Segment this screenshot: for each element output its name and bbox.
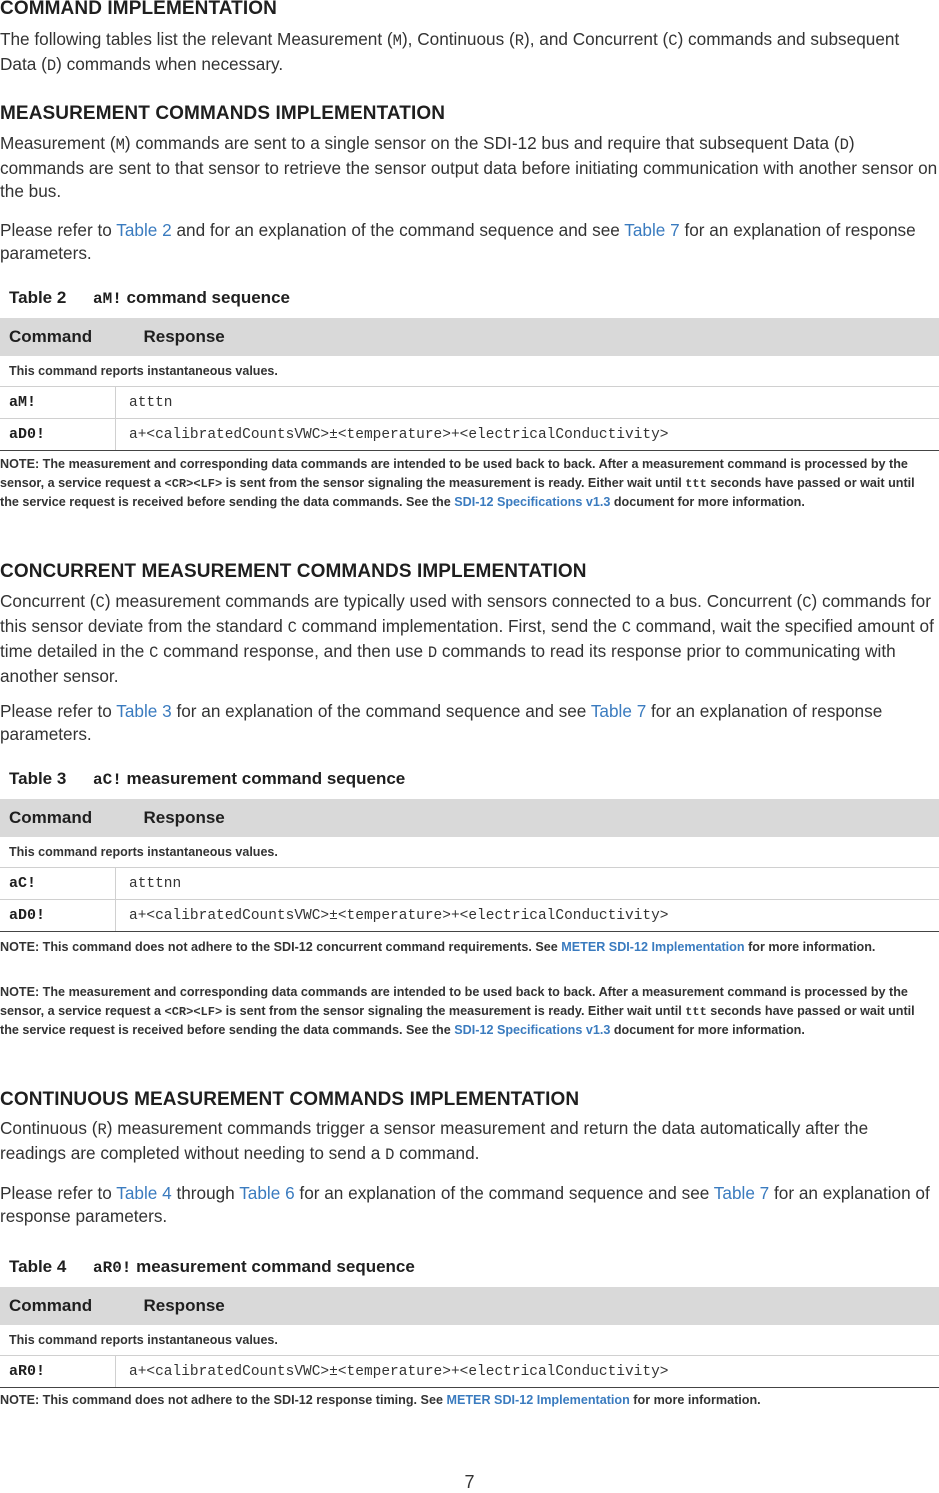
column-header-response: Response	[116, 1287, 939, 1325]
table-4-caption: Table 4 aR0! measurement command sequence	[9, 1257, 415, 1277]
column-header-command: Command	[0, 318, 116, 356]
table-2-caption: Table 2 aM! command sequence	[9, 288, 290, 308]
note-back-to-back: NOTE: The measurement and corresponding data commands are intended to be used back to back. After a measurement command is processed by the sensor, a service request a <CR><LF> is sent from the sensor signaling the measurement is ready. Either wait until ttt seconds have passed or wait until the service request is received before sending the data commands. See the SDI-12 Specifications v1.3 document for more information.	[0, 983, 935, 1040]
continuous-paragraph: Continuous (R) measurement commands trigger a sensor measurement and return the data automatically after the readings are completed without needing to send a D command.	[0, 1117, 938, 1167]
response-cell: a+<calibratedCountsVWC>±<temperature>+<electricalConductivity>	[116, 1356, 939, 1388]
table-row	[0, 387, 939, 419]
table-3-caption: Table 3 aC! measurement command sequence	[9, 769, 405, 789]
measurement-refer-paragraph: Please refer to Table 2 and for an explanation of the command sequence and see Table 7 for an explanation of response parameters.	[0, 219, 938, 265]
column-header-response: Response	[116, 318, 939, 356]
table-6-link[interactable]: Table 6	[239, 1183, 294, 1203]
section-title-measurement: MEASUREMENT COMMANDS IMPLEMENTATION	[0, 103, 445, 125]
column-header-response: Response	[116, 799, 939, 837]
concurrent-paragraph: Concurrent (C) measurement commands are typically used with sensors connected to a bus. Concurrent (C) commands for this sensor deviate from the standard C command implementation. First, send the C command, wait the specified amount of time detailed in the C command response, and then use D commands to read its response prior to communicating with another sensor.	[0, 590, 938, 688]
command-cell: aD0!	[0, 419, 116, 451]
table-4-link[interactable]: Table 4	[116, 1183, 171, 1203]
table-7-link[interactable]: Table 7	[624, 220, 679, 240]
measurement-paragraph: Measurement (M) commands are sent to a single sensor on the SDI-12 bus and require that subsequent Data (D) commands are sent to that sensor to retrieve the sensor output data before initiating communication with another sensor on the bus.	[0, 132, 938, 203]
table-row	[0, 900, 939, 932]
table-description: This command reports instantaneous values.	[0, 837, 939, 868]
meter-sdi12-link[interactable]: METER SDI-12 Implementation	[446, 1393, 629, 1407]
table-3-link[interactable]: Table 3	[116, 701, 171, 721]
section-title-command-implementation: COMMAND IMPLEMENTATION	[0, 0, 277, 20]
section-title-continuous: CONTINUOUS MEASUREMENT COMMANDS IMPLEMENTATION	[0, 1089, 579, 1111]
table-header-row	[0, 318, 939, 356]
sdi12-spec-link[interactable]: SDI-12 Specifications v1.3	[454, 495, 610, 509]
meter-sdi12-link[interactable]: METER SDI-12 Implementation	[561, 940, 744, 954]
table-7-link[interactable]: Table 7	[591, 701, 646, 721]
table-header-row	[0, 799, 939, 837]
command-cell: aM!	[0, 387, 116, 419]
table-3	[0, 799, 939, 932]
page-number: 7	[0, 1472, 939, 1493]
table-row	[0, 419, 939, 451]
continuous-refer-paragraph: Please refer to Table 4 through Table 6 for an explanation of the command sequence and see Table 7 for an explanation of response parameters.	[0, 1182, 938, 1228]
column-header-command: Command	[0, 1287, 116, 1325]
command-cell: aR0!	[0, 1356, 116, 1388]
response-cell: a+<calibratedCountsVWC>±<temperature>+<electricalConductivity>	[116, 900, 939, 932]
concurrent-refer-paragraph: Please refer to Table 3 for an explanation of the command sequence and see Table 7 for an explanation of response parameters.	[0, 700, 938, 746]
note-response-timing: NOTE: This command does not adhere to the SDI-12 response timing. See METER SDI-12 Implementation for more information.	[0, 1391, 935, 1410]
command-cell: aD0!	[0, 900, 116, 932]
column-header-command: Command	[0, 799, 116, 837]
table-header-row	[0, 1287, 939, 1325]
table-description: This command reports instantaneous values.	[0, 356, 939, 387]
table-description: This command reports instantaneous values.	[0, 1325, 939, 1356]
note-concurrent-requirements: NOTE: This command does not adhere to the SDI-12 concurrent command requirements. See METER SDI-12 Implementation for more information.	[0, 938, 935, 957]
table-4	[0, 1287, 939, 1388]
intro-paragraph: The following tables list the relevant Measurement (M), Continuous (R), and Concurrent (C) commands and subsequent Data (D) commands when necessary.	[0, 28, 938, 78]
section-title-concurrent: CONCURRENT MEASUREMENT COMMANDS IMPLEMENTATION	[0, 561, 587, 583]
note-back-to-back: NOTE: The measurement and corresponding data commands are intended to be used back to back. After a measurement command is processed by the sensor, a service request a <CR><LF> is sent from the sensor signaling the measurement is ready. Either wait until ttt seconds have passed or wait until the service request is received before sending the data commands. See the SDI-12 Specifications v1.3 document for more information.	[0, 455, 935, 512]
table-7-link[interactable]: Table 7	[714, 1183, 769, 1203]
response-cell: atttn	[116, 387, 939, 419]
command-cell: aC!	[0, 868, 116, 900]
table-2	[0, 318, 939, 451]
table-row	[0, 1356, 939, 1388]
table-2-link[interactable]: Table 2	[116, 220, 171, 240]
response-cell: atttnn	[116, 868, 939, 900]
response-cell: a+<calibratedCountsVWC>±<temperature>+<electricalConductivity>	[116, 419, 939, 451]
sdi12-spec-link[interactable]: SDI-12 Specifications v1.3	[454, 1023, 610, 1037]
table-row	[0, 868, 939, 900]
